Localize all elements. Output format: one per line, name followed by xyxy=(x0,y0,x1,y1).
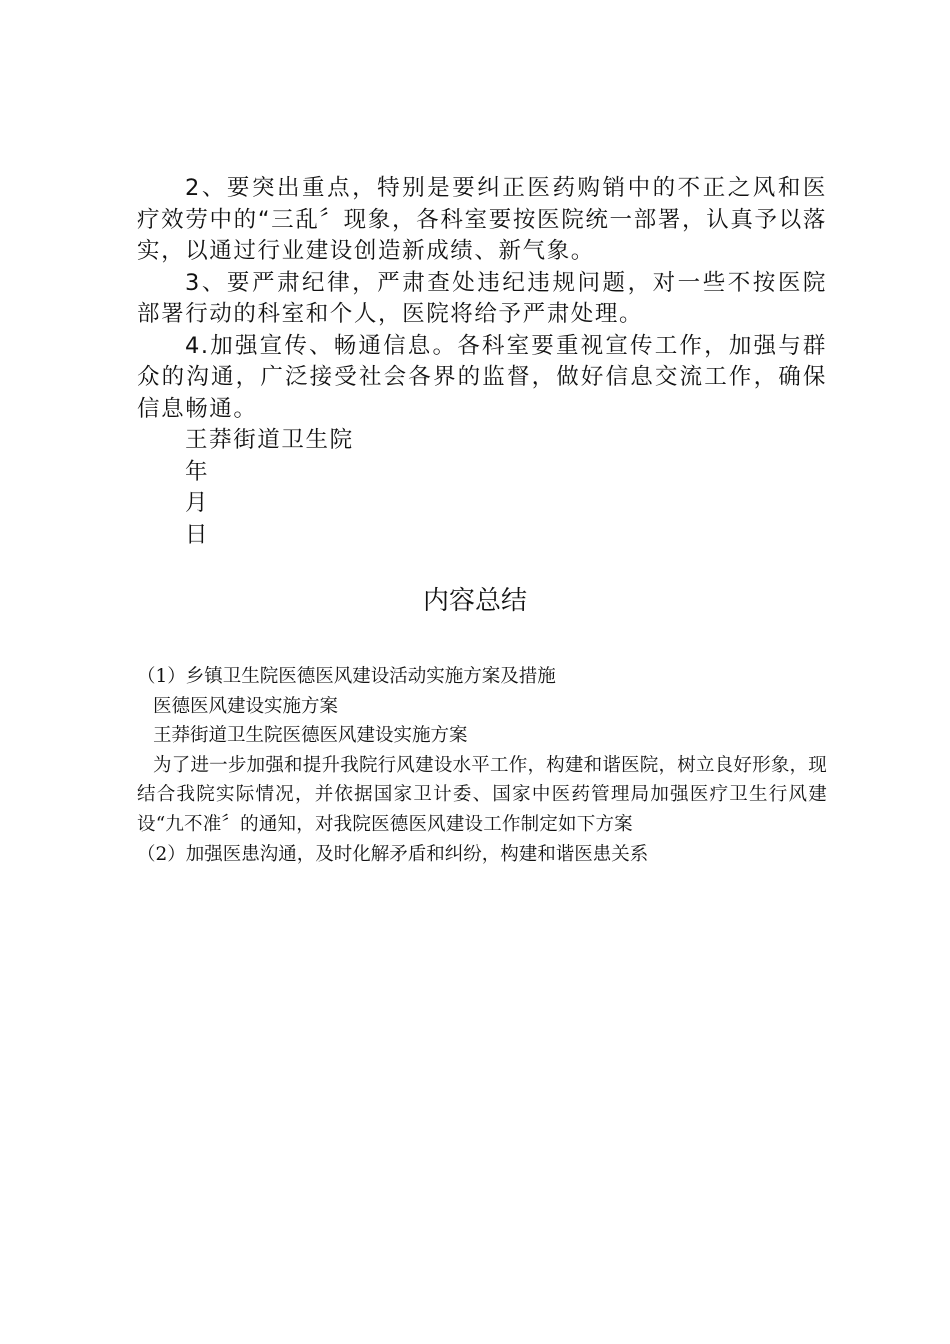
summary-subtitle-1: 医德医风建设实施方案 xyxy=(153,695,339,717)
paragraph-key-points: 2、要突出重点，特别是要纠正医药购销中的不正之风和医疗效劳中的“三乱〞现象，各科室要按医院统一部署，认真予以落实，以通过行业建设创造新成绩、新气象。 xyxy=(137,175,827,264)
signature-month: 月 xyxy=(185,490,210,516)
summary-body: 为了进一步加强和提升我院行风建设水平工作，构建和谐医院，树立良好形象，现结合我院实际情况，并依据国家卫计委、国家中医药管理局加强医疗卫生行风建设“九不准〞的通知，对我院医德医风建设工作制定如下方案 xyxy=(137,754,827,835)
document-body xyxy=(137,173,827,551)
summary-item-1: （1）乡镇卫生院医德医风建设活动实施方案及措施 xyxy=(137,666,556,687)
signature-year: 年 xyxy=(185,458,210,485)
signature-day: 日 xyxy=(185,521,210,548)
signature-organization: 王莽街道卫生院 xyxy=(185,427,354,453)
paragraph-discipline: 3、要严肃纪律，严肃查处违纪违规问题，对一些不按医院部署行动的科室和个人，医院将给予严肃处理。 xyxy=(137,269,827,327)
paragraph-publicity: 4.加强宣传、畅通信息。各科室要重视宣传工作，加强与群众的沟通，广泛接受社会各界的监督，做好信息交流工作，确保信息畅通。 xyxy=(137,332,827,422)
summary-title: 内容总结 xyxy=(422,586,527,616)
summary-section xyxy=(137,662,827,869)
summary-subtitle-2: 王莽街道卫生院医德医风建设实施方案 xyxy=(153,725,468,747)
summary-item-2: （2）加强医患沟通，及时化解矛盾和纠纷，构建和谐医患关系 xyxy=(137,843,649,865)
